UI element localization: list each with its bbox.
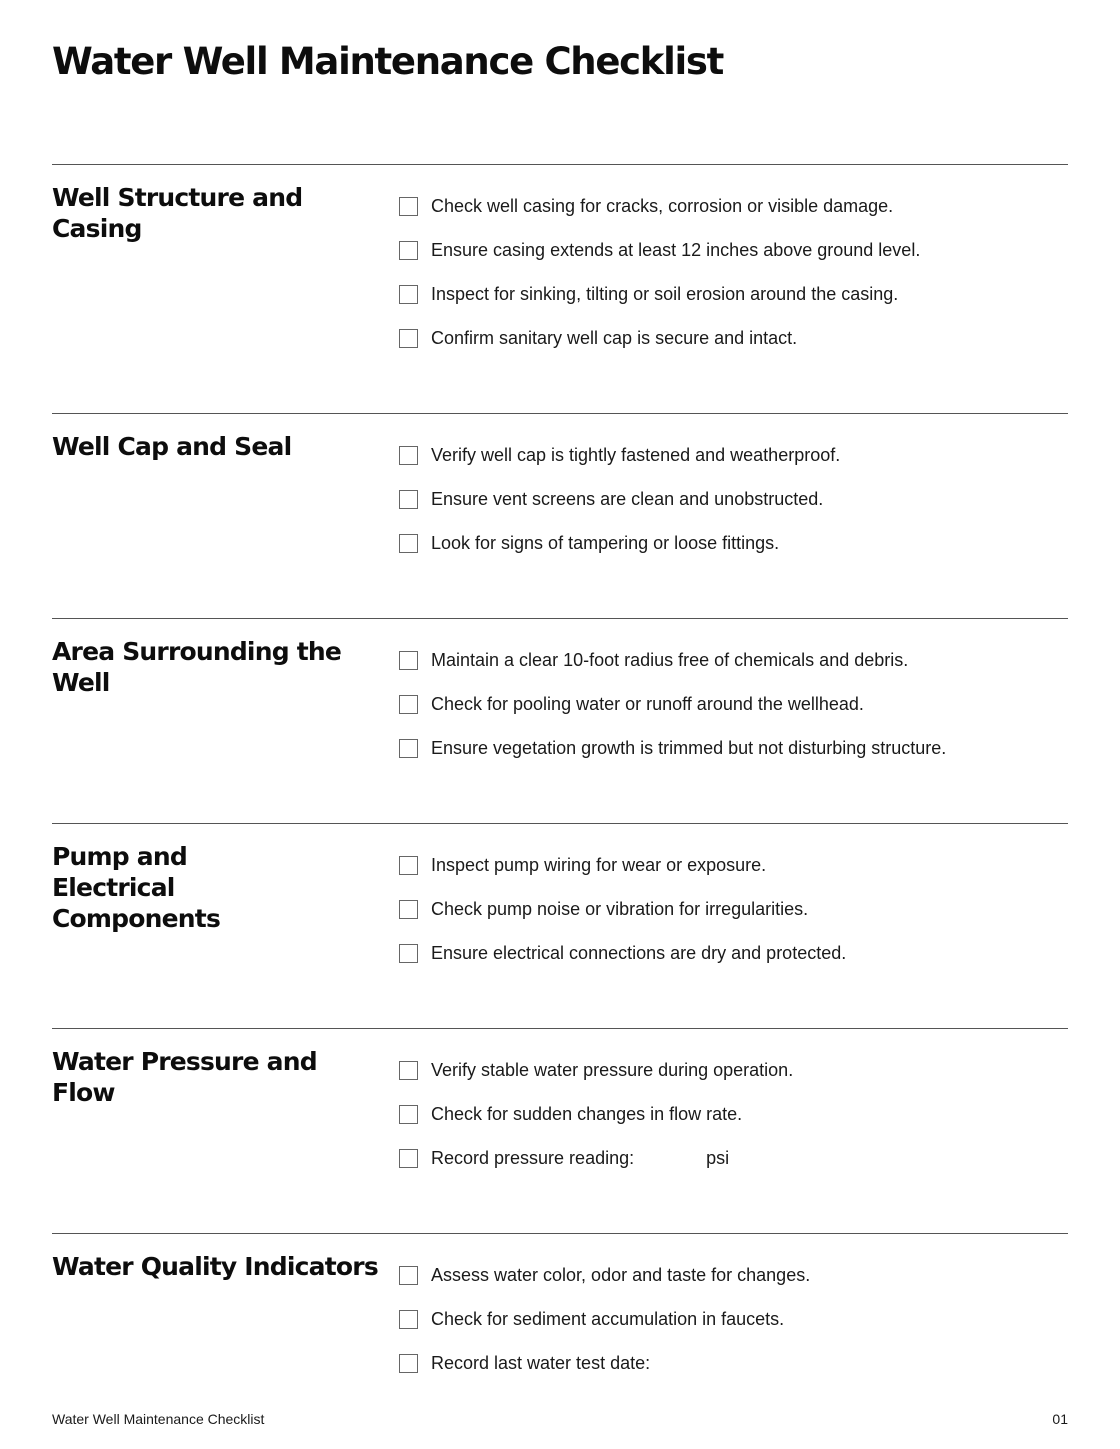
checkbox[interactable] (399, 197, 418, 216)
section-surrounding-area (52, 618, 1068, 758)
checklist-item-label: Look for signs of tampering or loose fittings. (431, 532, 780, 553)
checkbox[interactable] (399, 534, 418, 553)
checkbox[interactable] (399, 446, 418, 465)
checkbox[interactable] (399, 490, 418, 509)
checklist-item (399, 682, 946, 726)
checklist (399, 184, 920, 360)
checkbox[interactable] (399, 900, 418, 919)
checklist-item-label: Assess water color, odor and taste for changes. (431, 1264, 811, 1285)
checklist-item (399, 843, 846, 887)
checklist-item-label: Check for sediment accumulation in faucets. (431, 1308, 785, 1329)
checklist (399, 1048, 793, 1180)
checklist-item-label: Ensure vent screens are clean and unobstructed. (431, 488, 824, 509)
checkbox[interactable] (399, 651, 418, 670)
checklist-item-label: Verify well cap is tightly fastened and weatherproof. (431, 444, 841, 465)
checklist-item (399, 931, 846, 975)
checklist-item-label: Check pump noise or vibration for irregularities. (431, 898, 809, 919)
checklist (399, 1253, 810, 1385)
checklist-item (399, 228, 920, 272)
checkbox[interactable] (399, 739, 418, 758)
checklist (399, 843, 846, 975)
checklist-item (399, 1253, 810, 1297)
section-heading: Area Surrounding the Well (52, 637, 342, 697)
section-heading: Water Quality Indicators (52, 1252, 378, 1281)
page-number: 01 (1052, 1411, 1068, 1427)
checklist-item (399, 1136, 793, 1180)
checklist-item-label: Check for pooling water or runoff around the wellhead. (431, 693, 864, 714)
checklist-item (399, 521, 840, 565)
footer-title: Water Well Maintenance Checklist (52, 1411, 265, 1427)
checklist (399, 638, 946, 770)
checklist-item-label: Confirm sanitary well cap is secure and intact. (431, 327, 798, 348)
checklist-item-label: Check for sudden changes in flow rate. (431, 1103, 743, 1124)
section-pressure-flow (52, 1028, 1068, 1168)
page-title: Water Well Maintenance Checklist (52, 40, 723, 83)
checklist-item (399, 184, 920, 228)
checklist-item-label: Verify stable water pressure during operation. (431, 1059, 794, 1080)
checklist-item (399, 726, 946, 770)
checklist-item (399, 1092, 793, 1136)
checkbox[interactable] (399, 944, 418, 963)
section-heading: Water Pressure and Flow (52, 1047, 317, 1107)
checklist-item (399, 316, 920, 360)
checklist-item (399, 1297, 810, 1341)
checkbox[interactable] (399, 1061, 418, 1080)
checklist-item (399, 272, 920, 316)
checklist-item (399, 477, 840, 521)
checklist-item-label: Record last water test date: (431, 1352, 651, 1373)
section-well-structure (52, 164, 1068, 348)
checkbox[interactable] (399, 1149, 418, 1168)
section-heading: Pump and Electrical Components (52, 842, 221, 933)
checklist-item-label: Maintain a clear 10-foot radius free of chemicals and debris. (431, 649, 909, 670)
checkbox[interactable] (399, 1266, 418, 1285)
pressure-unit: psi (706, 1147, 730, 1168)
checkbox[interactable] (399, 241, 418, 260)
checkbox[interactable] (399, 1310, 418, 1329)
checklist-item (399, 433, 840, 477)
checklist-item-label: Inspect for sinking, tilting or soil erosion around the casing. (431, 283, 899, 304)
checklist-item-label: Inspect pump wiring for wear or exposure. (431, 854, 767, 875)
checklist-item-label: Ensure vegetation growth is trimmed but not disturbing structure. (431, 737, 947, 758)
checklist-item (399, 638, 946, 682)
checklist-item (399, 887, 846, 931)
checklist-item (399, 1341, 810, 1385)
section-heading: Well Structure and Casing (52, 183, 303, 243)
checkbox[interactable] (399, 329, 418, 348)
checkbox[interactable] (399, 285, 418, 304)
checkbox[interactable] (399, 1105, 418, 1124)
checklist-item-label: Ensure casing extends at least 12 inches above ground level. (431, 239, 921, 260)
section-heading: Well Cap and Seal (52, 432, 292, 461)
checklist (399, 433, 840, 565)
checkbox[interactable] (399, 1354, 418, 1373)
checklist-item-label: Record pressure reading: (431, 1147, 635, 1168)
section-water-quality (52, 1233, 1068, 1373)
checkbox[interactable] (399, 856, 418, 875)
section-well-cap (52, 413, 1068, 553)
checklist-item-label: Ensure electrical connections are dry and protected. (431, 942, 847, 963)
checkbox[interactable] (399, 695, 418, 714)
checklist-item (399, 1048, 793, 1092)
checklist-item-label: Check well casing for cracks, corrosion or visible damage. (431, 195, 894, 216)
section-pump-electrical (52, 823, 1068, 963)
